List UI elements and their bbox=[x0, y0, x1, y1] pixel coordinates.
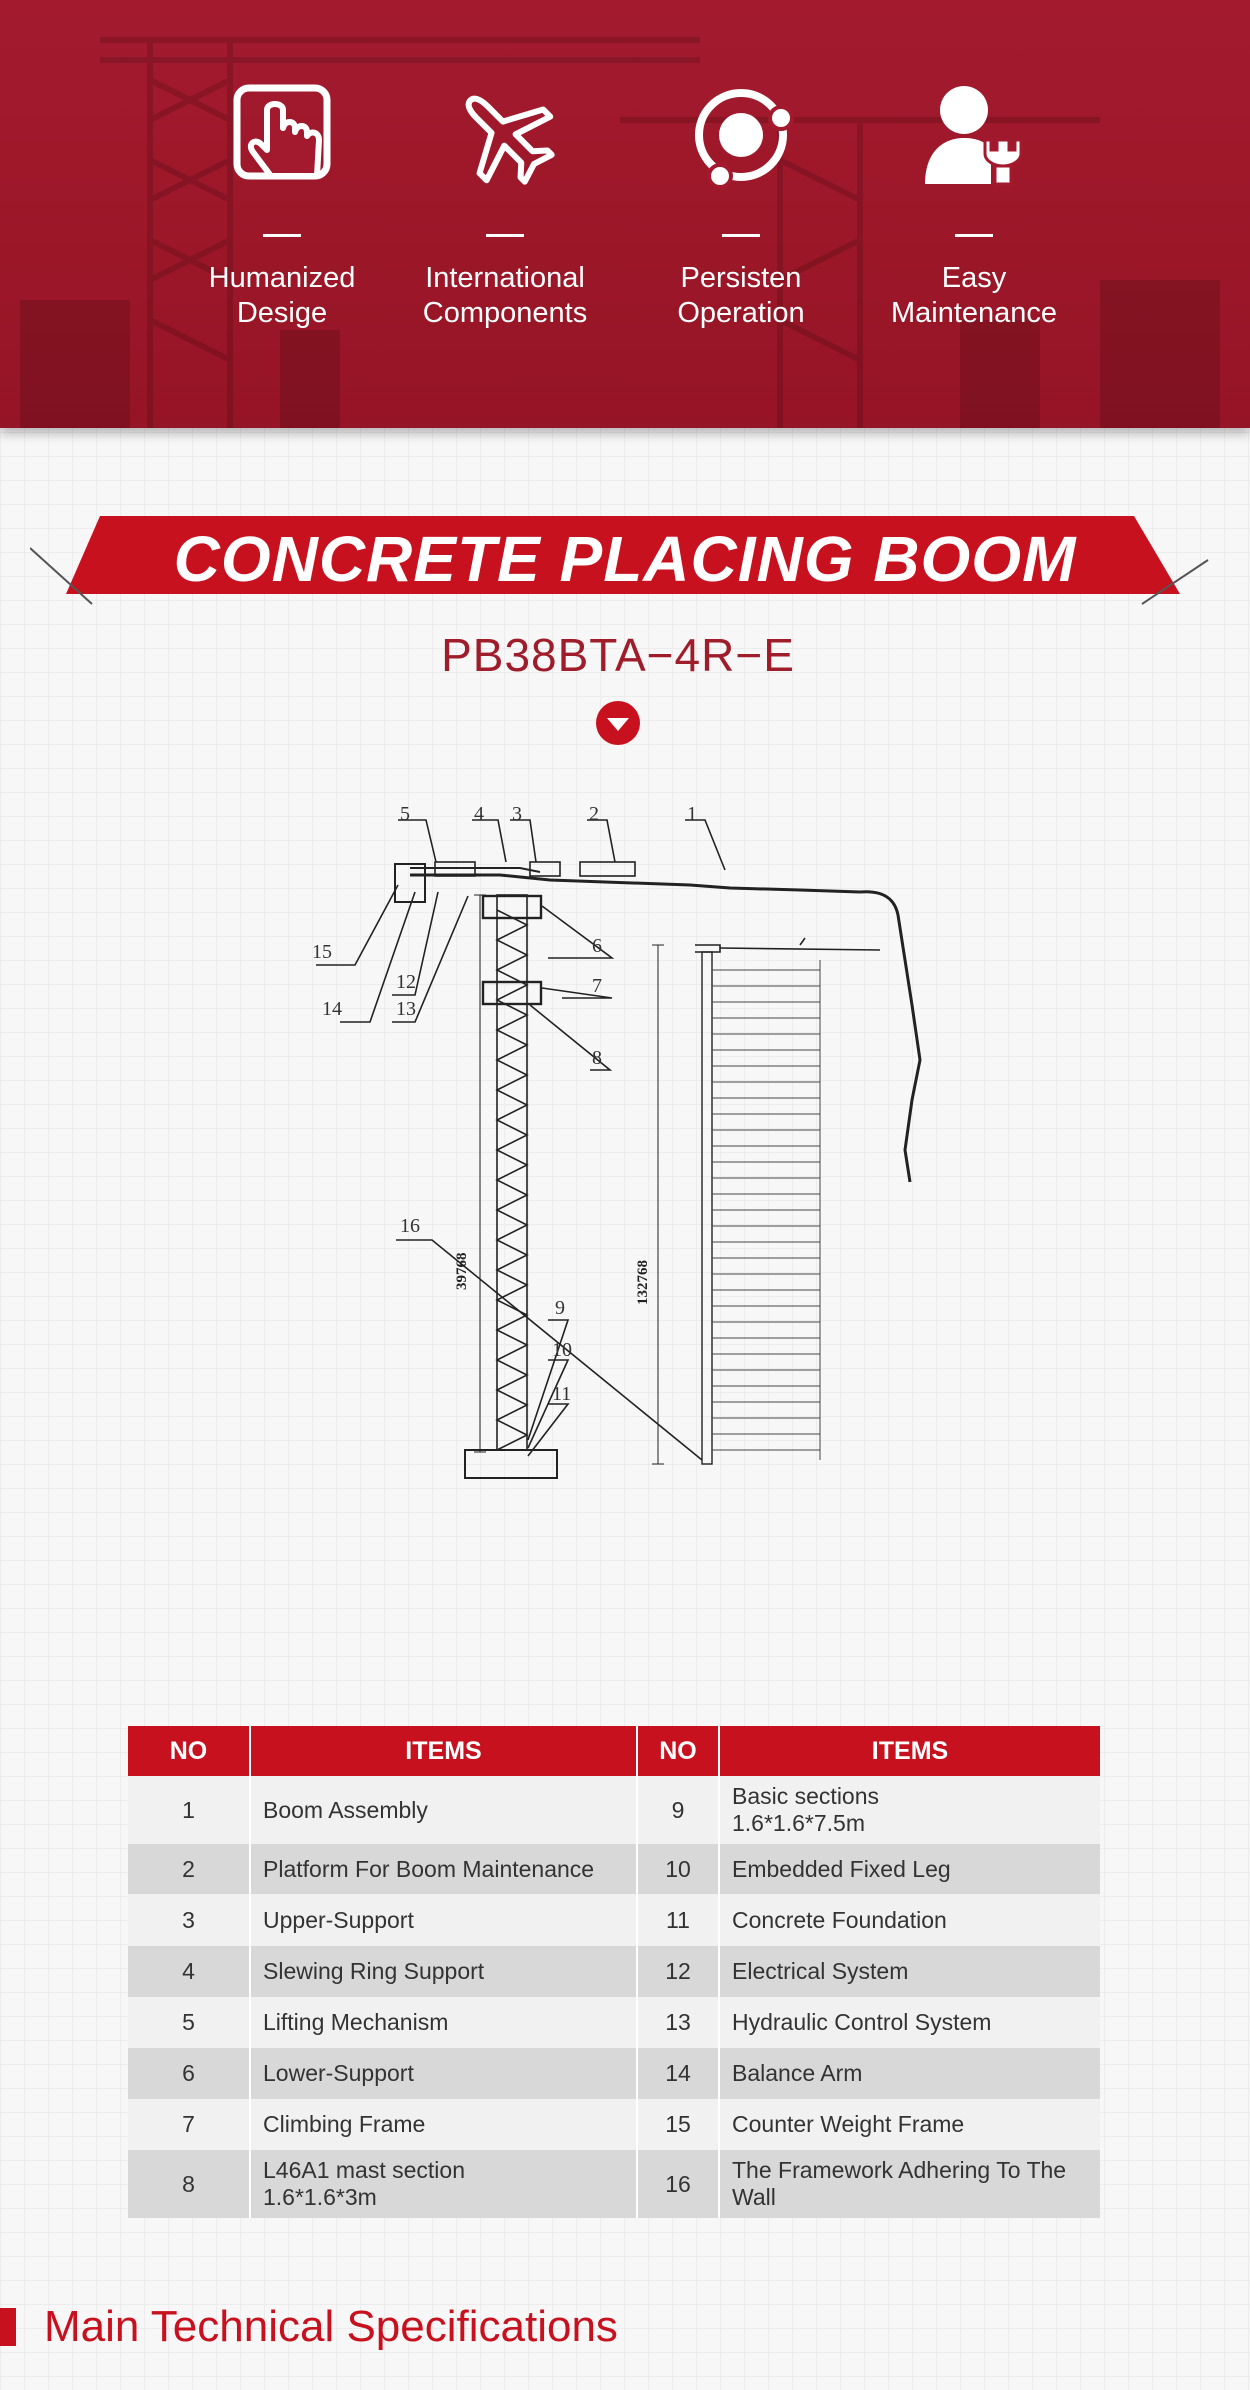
feature-label-line1: Persisten bbox=[680, 262, 802, 294]
feature-label-line1: Humanized bbox=[208, 262, 356, 294]
cell-item: Concrete Foundation bbox=[719, 1894, 1100, 1946]
callout-11: 11 bbox=[552, 1383, 572, 1405]
feature-divider bbox=[263, 234, 301, 237]
feature-persistent-operation bbox=[621, 80, 861, 331]
header-no: NO bbox=[637, 1726, 719, 1776]
model-number: PB38BTA−4R−E bbox=[441, 629, 795, 681]
cell-no: 16 bbox=[637, 2150, 719, 2218]
cell-no: 8 bbox=[128, 2150, 250, 2218]
feature-label-line1: Easy bbox=[941, 262, 1007, 294]
feature-label-line2: Operation bbox=[677, 297, 805, 329]
cell-item: Lower-Support bbox=[250, 2048, 637, 2099]
dimension-tower-height: 39768 bbox=[454, 1252, 470, 1290]
cell-item-line: 1.6*1.6*3m bbox=[263, 2184, 377, 2210]
cell-item-line: The Framework Adhering To The bbox=[732, 2157, 1067, 2183]
table-row bbox=[128, 1776, 1100, 1844]
cell-item: Lifting Mechanism bbox=[250, 1997, 637, 2048]
cell-item bbox=[250, 2150, 637, 2218]
header-items: ITEMS bbox=[719, 1726, 1100, 1776]
callout-14: 14 bbox=[322, 998, 342, 1020]
cell-item: Counter Weight Frame bbox=[719, 2099, 1100, 2150]
callout-12: 12 bbox=[396, 971, 416, 993]
airplane-icon bbox=[450, 80, 560, 190]
hero-banner bbox=[0, 0, 1250, 428]
cell-no: 10 bbox=[637, 1844, 719, 1894]
cell-item: Slewing Ring Support bbox=[250, 1946, 637, 1997]
cell-no: 7 bbox=[128, 2099, 250, 2150]
callout-15: 15 bbox=[312, 941, 332, 963]
cell-no: 12 bbox=[637, 1946, 719, 1997]
header-items: ITEMS bbox=[250, 1726, 637, 1776]
cell-item-line: 1.6*1.6*7.5m bbox=[732, 1810, 865, 1836]
callout-7: 7 bbox=[592, 975, 602, 997]
cell-item: Balance Arm bbox=[719, 2048, 1100, 2099]
section-accent-bar bbox=[0, 2308, 16, 2346]
feature-divider bbox=[486, 234, 524, 237]
feature-label-line1: International bbox=[425, 262, 585, 294]
feature-label-line2: Desige bbox=[236, 297, 328, 329]
cell-item bbox=[719, 2150, 1100, 2218]
feature-label-line2: Components bbox=[422, 297, 588, 329]
cell-no: 6 bbox=[128, 2048, 250, 2099]
feature-easy-maintenance bbox=[854, 80, 1094, 331]
cell-item: Climbing Frame bbox=[250, 2099, 637, 2150]
feature-humanized-design bbox=[162, 80, 402, 331]
cell-no: 14 bbox=[637, 2048, 719, 2099]
cell-no: 3 bbox=[128, 1894, 250, 1946]
chevron-down-icon[interactable] bbox=[595, 700, 641, 746]
cell-no: 13 bbox=[637, 1997, 719, 2048]
callout-6: 6 bbox=[592, 935, 602, 957]
cell-item: Embedded Fixed Leg bbox=[719, 1844, 1100, 1894]
callout-8: 8 bbox=[592, 1047, 602, 1069]
feature-international-components bbox=[385, 80, 625, 331]
cell-no: 11 bbox=[637, 1894, 719, 1946]
callout-9: 9 bbox=[555, 1297, 565, 1319]
callout-1: 1 bbox=[687, 803, 697, 825]
cell-item: Hydraulic Control System bbox=[719, 1997, 1100, 2048]
callout-4: 4 bbox=[474, 803, 484, 825]
table-row bbox=[128, 1946, 1100, 1997]
cell-no: 4 bbox=[128, 1946, 250, 1997]
header-no: NO bbox=[128, 1726, 250, 1776]
table-row bbox=[128, 2048, 1100, 2099]
cell-no: 15 bbox=[637, 2099, 719, 2150]
cell-item bbox=[719, 1776, 1100, 1844]
feature-divider bbox=[722, 234, 760, 237]
cell-item-line: L46A1 mast section bbox=[263, 2157, 466, 2183]
callout-13: 13 bbox=[396, 998, 416, 1020]
section-heading: Main Technical Specifications bbox=[44, 2302, 618, 2351]
cell-item: Electrical System bbox=[719, 1946, 1100, 1997]
feature-divider bbox=[955, 234, 993, 237]
touch-hand-icon bbox=[227, 80, 337, 190]
cell-item: Boom Assembly bbox=[250, 1776, 637, 1844]
cell-no: 1 bbox=[128, 1776, 250, 1844]
cell-item: Upper-Support bbox=[250, 1894, 637, 1946]
callout-5: 5 bbox=[400, 803, 410, 825]
callout-10: 10 bbox=[552, 1339, 572, 1361]
callout-3: 3 bbox=[512, 803, 522, 825]
boom-technical-drawing bbox=[300, 800, 950, 1660]
table-row bbox=[128, 2099, 1100, 2150]
feature-label-line2: Maintenance bbox=[890, 297, 1058, 329]
cell-item: Platform For Boom Maintenance bbox=[250, 1844, 637, 1894]
table-header-row bbox=[128, 1726, 1100, 1776]
table-row bbox=[128, 1997, 1100, 2048]
callout-2: 2 bbox=[589, 803, 599, 825]
callout-16: 16 bbox=[400, 1215, 420, 1237]
parts-table bbox=[128, 1726, 1100, 2218]
cell-no: 5 bbox=[128, 1997, 250, 2048]
table-row bbox=[128, 1844, 1100, 1894]
user-wrench-icon bbox=[919, 80, 1029, 190]
table-row bbox=[128, 2150, 1100, 2218]
cell-item-line: Wall bbox=[732, 2184, 776, 2210]
cell-no: 9 bbox=[637, 1776, 719, 1844]
dimension-total-height: 132768 bbox=[635, 1260, 651, 1305]
orbit-icon bbox=[686, 80, 796, 190]
page-title: CONCRETE PLACING BOOM bbox=[173, 523, 1077, 595]
cell-no: 2 bbox=[128, 1844, 250, 1894]
cell-item-line: Basic sections bbox=[732, 1783, 880, 1809]
table-row bbox=[128, 1894, 1100, 1946]
